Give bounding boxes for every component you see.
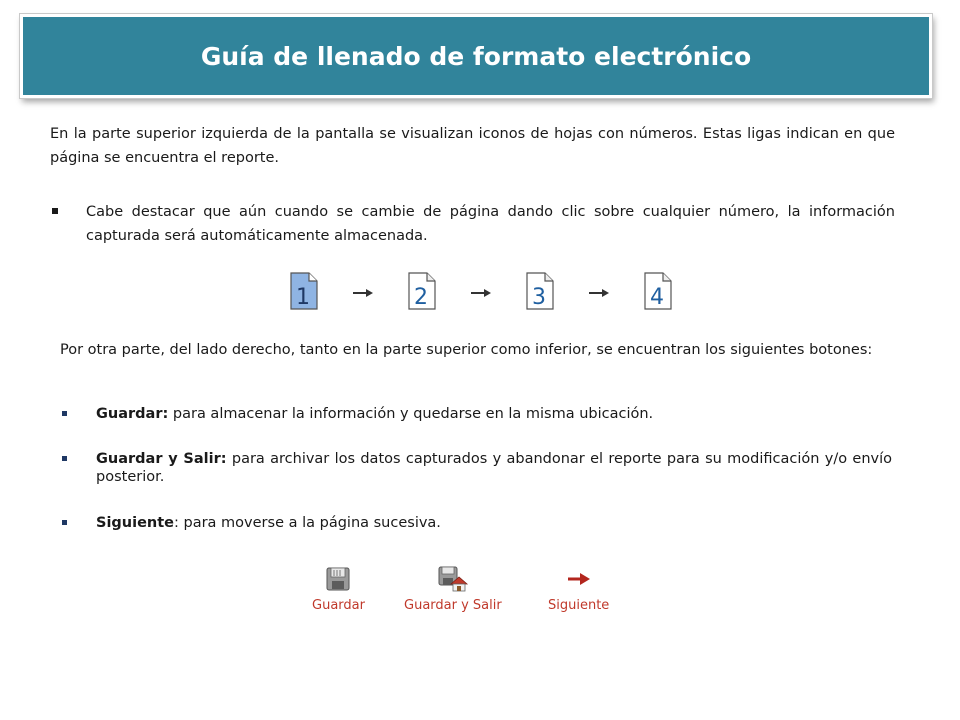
svg-text:2: 2 [414, 285, 428, 310]
button-term: Siguiente [96, 515, 175, 531]
arrow-right-icon [352, 288, 374, 298]
next-button[interactable] [548, 566, 609, 613]
title-banner [20, 14, 932, 98]
button-description-item [62, 405, 892, 423]
svg-text:1: 1 [296, 285, 310, 310]
button-term: Guardar: [96, 406, 169, 422]
button-description: para almacenar la información y quedarse en la misma ubicación. [168, 406, 654, 422]
page-title: Guía de llenado de formato electrónico [200, 41, 752, 71]
square-bullet-icon [62, 411, 67, 416]
square-bullet-icon [62, 520, 67, 525]
button-description: : para moverse a la página sucesiva. [174, 515, 441, 531]
arrow-right-icon [470, 288, 492, 298]
note-bullet-item [52, 200, 895, 248]
next-button-label: Siguiente [548, 598, 610, 613]
save-and-exit-button-label: Guardar y Salir [404, 598, 502, 613]
save-button-label: Guardar [312, 598, 365, 613]
button-description-item [62, 450, 892, 486]
note-bullet-text: Cabe destacar que aún cuando se cambie de página dando clic sobre cualquier número, la información capturada será automáticamente almacenada. [86, 204, 895, 244]
square-bullet-icon [52, 208, 58, 214]
toolbar-buttons-illustration [300, 566, 640, 622]
arrow-right-icon [588, 288, 610, 298]
page-3-icon[interactable] [526, 272, 554, 310]
page-4-icon[interactable] [644, 272, 672, 310]
save-and-exit-button[interactable] [404, 566, 502, 613]
button-description-item [62, 514, 892, 532]
page-navigation-illustration [284, 272, 684, 316]
intro-paragraph: En la parte superior izquierda de la pantalla se visualizan iconos de hojas con números. Estas ligas indican en que página se encuentra el reporte. [50, 126, 895, 166]
square-bullet-icon [62, 456, 67, 461]
page-1-icon[interactable] [290, 272, 318, 310]
arrow-right-icon [565, 566, 593, 592]
floppy-disk-icon [324, 566, 352, 592]
button-term: Guardar y Salir: [96, 451, 227, 467]
page-2-icon[interactable] [408, 272, 436, 310]
button-description: para archivar los datos capturados y abandonar el reporte para su modificación y/o envío posterior. [96, 451, 893, 485]
svg-text:4: 4 [650, 285, 664, 310]
save-button[interactable] [312, 566, 365, 613]
save-and-exit-icon [437, 566, 469, 592]
svg-text:3: 3 [532, 285, 546, 310]
buttons-intro-paragraph: Por otra parte, del lado derecho, tanto en la parte superior como inferior, se encuentran los siguientes botones: [60, 342, 873, 358]
